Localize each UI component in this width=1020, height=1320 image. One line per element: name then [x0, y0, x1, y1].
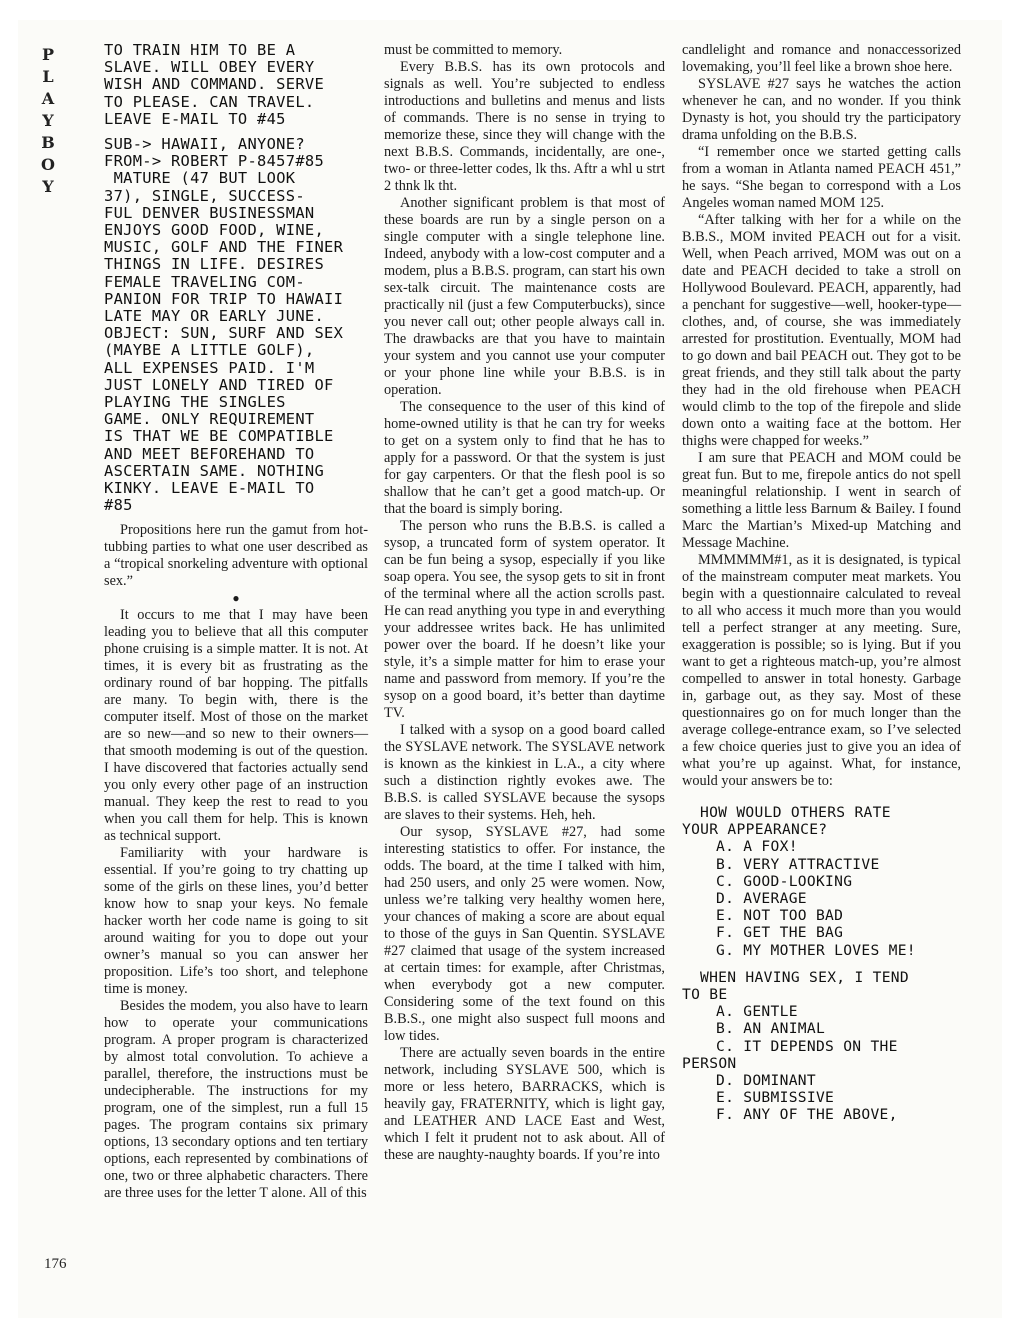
- paragraph: There are actually seven boards in the entire network, including SYSLAVE 500, which is more or less hetero, BARRACKS, which is heavily gay, FRATERNITY, which is light gay, and LEATHER AND LACE East and West, which I felt it prudent not to ask about. All of these are naughty-naughty boards. If you’re into: [384, 1045, 665, 1163]
- paragraph: must be committed to memory.: [384, 42, 563, 58]
- page-number: 176: [44, 1256, 67, 1272]
- quiz-option: E. SUBMISSIVE: [716, 1089, 835, 1107]
- paragraph: I am sure that PEACH and MOM could be great fun. But to me, firepole antics do not spell meaningful relationship. I went in search of something a little less Barnum & Bailey. I found Marc the Martian’s Mixed-up Matching and Message Machine.: [682, 450, 961, 551]
- quiz-option: D. AVERAGE: [716, 890, 807, 908]
- paragraph: “After talking with her for a while on the B.B.S., MOM invited PEACH out for a visit. Well, when Peach arrived, MOM was out on a date and PEACH decided to take a stroll on Hollywood Boulevard. PEACH, apparently, had a penchant for suggestive—well, hooker-type—clothes, and, of course, she was immediately arrested for prostitution. Eventually, MOM had to go down and bail PEACH out. They got to be great friends, and they still talk about the party they had in the old firehouse when PEACH would climb to the top of the firepole and slide down onto a waiting face at the bottom. Her thighs were chapped for weeks.”: [682, 212, 961, 449]
- paragraph: MMMMMM#1, as it is designated, is typical of the mainstream computer meat markets. You begin with a questionnaire calculated to reveal to all who access it much more than you would tell a perfect stranger at any meeting. Sure, exaggeration is possible; so is lying. But if you want to get a righteous match-up, you’re almost compelled to answer in total honesty. Garbage in, garbage out, as they say. Most of these questionnaires go on for much longer than the average college-entrance exam, so I’ve selected a few choice queries just to give you an idea of what you’re up against. What, for instance, would your answers be to:: [682, 552, 961, 789]
- quiz-question-cont: YOUR APPEARANCE?: [682, 821, 828, 839]
- paragraph: Another significant problem is that most of these boards are run by a single person on a single computer with a single telephone line. Indeed, anybody with a low-cost computer and a modem, plus a B.B.S. program, can start his own sex-talk circuit. The maintenance costs are practically nil (just a few Computerbucks), since you never call out; other people always call in. The drawbacks are that you have to maintain your system and you cannot use your computer or your phone line while your B.B.S. is in operation.: [384, 195, 665, 398]
- column-3: [682, 42, 961, 1124]
- quiz-question-cont: TO BE: [682, 986, 728, 1004]
- column-2: [384, 42, 665, 1164]
- paragraph: Besides the modem, you also have to learn how to operate your communications program. A proper program is characterized by almost total convolution. To achieve a parallel, therefore, the instructions must be undecipherable. The instructions for my program, one of the simplest, run a full 15 pages. The program contains six primary options, 13 secondary options and ten tertiary options, each represented by combinations of one, two or three alphabetic characters. There are three uses for the letter T alone. All of this: [104, 998, 368, 1202]
- quiz-question: HOW WOULD OTHERS RATE: [700, 804, 891, 821]
- paragraph: It occurs to me that I may have been leading you to believe that all this computer phone cruising is a simple matter. It is not. At times, it is every bit as frustrating as the ordinary round of bar hopping. The pitfalls are many. To begin with, there is the computer itself. Most of those on the market are so new—and so new to their owners—that smooth modeming is out of the question. I have discovered that factories actually send you only every other page of an instruction manual. They keep the rest to read to you when you call them for help. This is known as technical support.: [104, 607, 368, 845]
- quiz-option: A. A FOX!: [716, 838, 798, 856]
- quiz-option: E. NOT TOO BAD: [716, 907, 844, 925]
- quiz-option: C. IT DEPENDS ON THE: [716, 1037, 898, 1055]
- quiz-question: WHEN HAVING SEX, I TEND: [700, 968, 909, 986]
- personal-ad-hawaii: SUB-> HAWAII, ANYONE? FROM-> ROBERT P-8457#85 MATURE (47 BUT LOOK 37), SINGLE, SUCCESS- FUL DENVER BUSINESSMAN ENJOYS GOOD FOOD, WINE, MUSIC, GOLF AND THE FINER THINGS IN LIFE. DESIRES FEMALE TRAVELING COM- PANION FOR TRIP TO HAWAII LATE MAY OR EARLY JUNE. OBJECT: SUN, SURF AND SEX (MAYBE A LITTLE GOLF), ALL EXPENSES PAID. I'M JUST LONELY AND TIRED OF PLAYING THE SINGLES GAME. ONLY REQUIREMENT IS THAT WE BE COMPATIBLE AND MEET BEFOREHAND TO ASCERTAIN SAME. NOTHING KINKY. LEAVE E-MAIL TO #85: [104, 135, 344, 515]
- paragraph: The consequence to the user of this kind of home-owned utility is that he can try for weeks to get on a system only to find that he has to apply for a password. Or that the system is just for gay carpenters. Or that the flesh pool is so shallow that he can’t get a good match-up. Or that the board is simply boring.: [384, 399, 665, 517]
- quiz-option: B. AN ANIMAL: [716, 1020, 826, 1038]
- quiz-option: C. GOOD-LOOKING: [716, 872, 853, 890]
- quiz-option: F. GET THE BAG: [716, 924, 844, 942]
- quiz-option: D. DOMINANT: [716, 1072, 816, 1090]
- magazine-name-vertical: PLAYBOY: [41, 45, 55, 196]
- paragraph: Propositions here run the gamut from hot-tubbing parties to what one user described as a “tropical snorkeling adventure with optional sex.”: [104, 522, 368, 590]
- paragraph: Every B.B.S. has its own protocols and signals as well. You’re subjected to endless introductions and bulletins and menus and lists of commands. There is no sense in trying to memorize these, since they will change with the next B.B.S. Commands, incidentally, are one-, two- or three-letter codes, lk ths. Aftr a whl u strt 2 thnk lk tht.: [384, 59, 665, 194]
- paragraph: Familiarity with your hardware is essential. If you’re going to try chatting up some of the girls on these lines, you’d better know how to snap your keys. No female hacker worth her code name is going to sit around waiting for you to dope out your owner’s manual so you can answer her proposition. Life’s too short, and telephone time is money.: [104, 845, 368, 998]
- paragraph: SYSLAVE #27 says he watches the action whenever he can, and no wonder. If you think Dynasty is hot, you should try the participatory drama unfolding on the B.B.S.: [682, 76, 961, 143]
- section-bullet: ●: [232, 591, 240, 606]
- quiz-option: A. GENTLE: [716, 1003, 798, 1021]
- paragraph: Our sysop, SYSLAVE #27, had some interesting statistics to offer. For instance, the odds. The board, at the time I talked with him, had 250 users, and only 25 were women. Now, unless we’re talking very healthy women here, your chances of making a score are about equal to those of the guys in San Quentin. SYSLAVE #27 claimed that usage of the system increased at certain times: for example, after Christmas, when everybody got a new computer. Considering some of the text found on this B.B.S., one might also suspect full moons and low tides.: [384, 824, 665, 1044]
- quiz-option-wrap: PERSON: [682, 1054, 737, 1072]
- paragraph: candlelight and romance and nonaccessorized lovemaking, you’ll feel like a brown shoe here.: [682, 42, 961, 75]
- paragraph: The person who runs the B.B.S. is called a sysop, a truncated form of system operator. It can be fun being a sysop, especially if you like soap opera. You see, the sysop gets to sit in front of the terminal where all the action scrolls past. He can read anything you type in and everything your addressee writes back. He has unlimited power over the board. If he doesn’t like your style, it’s a simple matter for him to erase your name and password from memory. If you’re the sysop on a good board, it’s better than daytime TV.: [384, 518, 665, 721]
- column-1: [104, 42, 368, 1202]
- paragraph: “I remember once we started getting calls from a woman in Atlanta named PEACH 451,” he says. “She began to correspond with a Los Angeles woman named MOM 125.: [682, 144, 961, 211]
- quiz-option: B. VERY ATTRACTIVE: [716, 855, 880, 873]
- questionnaire: [682, 804, 961, 1124]
- personal-ad-continued: TO TRAIN HIM TO BE A SLAVE. WILL OBEY EVERY WISH AND COMMAND. SERVE TO PLEASE. CAN TRAVEL. LEAVE E-MAIL TO #45: [104, 41, 325, 128]
- quiz-option: F. ANY OF THE ABOVE,: [716, 1106, 898, 1124]
- paragraph: I talked with a sysop on a good board called the SYSLAVE network. The SYSLAVE network is known as the kinkiest in L.A., a city where such a distinction rightly evokes awe. The B.B.S. is called SYSLAVE because the sysops are slaves to their systems. Heh, heh.: [384, 722, 665, 823]
- quiz-option: G. MY MOTHER LOVES ME!: [716, 941, 916, 959]
